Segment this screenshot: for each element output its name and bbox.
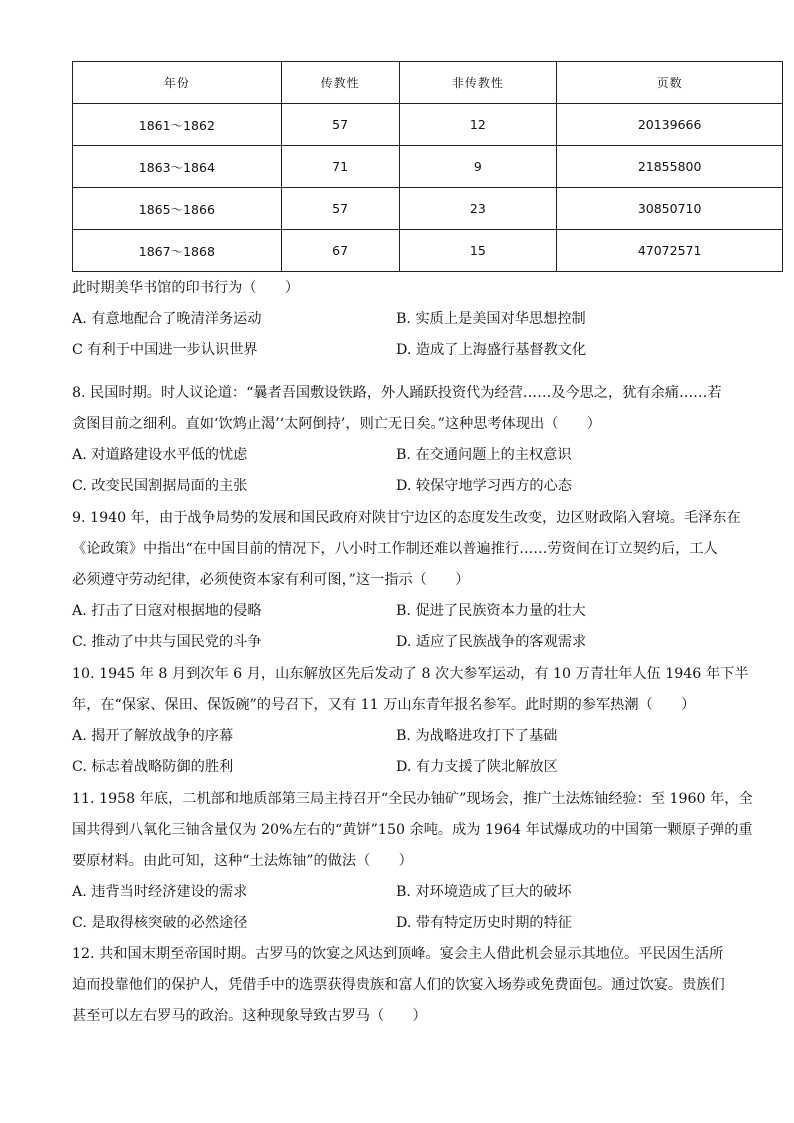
table-cell: 57 [281, 104, 399, 146]
option-b: B. 促进了民族资本力量的壮大 [396, 603, 586, 619]
question-stem: 12. 共和国末期至帝国时期。古罗马的饮宴之风达到顶峰。宴会主人借此机会显示其地位。平民因生活所 [72, 946, 724, 962]
table-row [73, 188, 783, 230]
option-a: A. 打击了日寇对根据地的侵略 [72, 603, 262, 619]
question-stem: 11. 1958 年底，二机部和地质部第三局主持召开“全民办铀矿”现场会，推广土法炼铀经验：至 1960 年，全 [72, 791, 753, 807]
table-cell: 67 [281, 230, 399, 272]
option-a: A. 对道路建设水平低的忧虑 [72, 447, 248, 463]
table-cell: 21855800 [557, 146, 783, 188]
options-row [72, 335, 722, 366]
option-a: A. 有意地配合了晚清洋务运动 [72, 311, 262, 327]
option-c: C. 标志着战略防御的胜利 [72, 759, 234, 775]
options-row [72, 721, 722, 752]
table-cell: 15 [399, 230, 557, 272]
header-pages: 页数 [557, 62, 783, 104]
table-cell: 47072571 [557, 230, 783, 272]
question-8 [72, 378, 722, 502]
option-c: C. 是取得核突破的必然途径 [72, 915, 248, 931]
option-b: B. 在交通问题上的主权意识 [396, 447, 572, 463]
header-non-missionary: 非传教性 [399, 62, 557, 104]
option-b: B. 实质上是美国对华思想控制 [396, 311, 586, 327]
option-c: C 有利于中国进一步认识世界 [72, 342, 258, 358]
table-cell: 1861～1862 [73, 104, 282, 146]
options-row [72, 304, 722, 335]
option-d: D. 适应了民族战争的客观需求 [396, 634, 587, 650]
options-row [72, 908, 722, 939]
table-cell: 23 [399, 188, 557, 230]
question-stem: 8. 民国时期。时人议论道：“曩者吾国敷设铁路，外人踊跃投资代为经营……及今思之，犹有余痛……若 [72, 385, 722, 401]
option-d: D. 较保守地学习西方的心态 [396, 478, 572, 494]
question-stem: 必须遵守劳动纪律，必须使资本家有利可图，”这一指示（ ） [72, 572, 470, 588]
table-cell: 20139666 [557, 104, 783, 146]
question-stem: 要原材料。由此可知，这种“土法炼铀”的做法（ ） [72, 853, 413, 869]
options-row [72, 471, 722, 502]
table-cell: 71 [281, 146, 399, 188]
question-stem: 《论政策》中指出“在中国目前的情况下，八小时工作制还难以普遍推行……劳资间在订立契约后，工人 [72, 541, 718, 557]
question-stem: 贪图目前之细利。直如‘饮鸩止渴’‘太阿倒持’，则亡无日矣。”这种思考体现出（ ） [72, 416, 601, 432]
option-a: A. 揭开了解放战争的序幕 [72, 728, 234, 744]
table-cell: 1863～1864 [73, 146, 282, 188]
options-row [72, 627, 722, 658]
question-10 [72, 659, 749, 783]
option-d: D. 带有特定历史时期的特征 [396, 915, 572, 931]
table-row [73, 230, 783, 272]
option-b: B. 对环境造成了巨大的破坏 [396, 884, 572, 900]
question-11 [72, 784, 753, 939]
table-cell: 57 [281, 188, 399, 230]
table-cell: 9 [399, 146, 557, 188]
header-missionary: 传教性 [281, 62, 399, 104]
table-row [73, 146, 783, 188]
question-stem: 此时期美华书馆的印书行为（ ） [72, 280, 300, 296]
options-row [72, 752, 722, 783]
question-stem: 9. 1940 年，由于战争局势的发展和国民政府对陕甘宁边区的态度发生改变，边区财政陷入窘境。毛泽东在 [72, 510, 741, 526]
statistics-table [72, 61, 783, 272]
table-cell: 30850710 [557, 188, 783, 230]
question-stem: 10. 1945 年 8 月到次年 6 月，山东解放区先后发动了 8 次大参军运动，有 10 万青壮年人伍 1946 年下半 [72, 666, 749, 682]
option-d: D. 造成了上海盛行基督教文化 [396, 342, 587, 358]
header-year: 年份 [73, 62, 282, 104]
question-stem: 国共得到八氧化三铀含量仅为 20%左右的“黄饼”150 余吨。成为 1964 年试爆成功的中国第一颗原子弹的重 [72, 822, 753, 838]
question-stem: 年，在“保家、保田、保饭碗”的号召下，又有 11 万山东青年报名参军。此时期的参军热潮（ ） [72, 697, 696, 713]
option-a: A. 违背当时经济建设的需求 [72, 884, 248, 900]
option-c: C. 改变民国割据局面的主张 [72, 478, 248, 494]
options-row [72, 440, 722, 471]
question-stem: 迫而投靠他们的保护人，凭借手中的选票获得贵族和富人们的饮宴入场券或免费面包。通过饮宴。贵族们 [72, 977, 725, 993]
options-row [72, 596, 722, 627]
table-cell: 1867～1868 [73, 230, 282, 272]
question-12 [72, 939, 725, 1032]
table-cell: 12 [399, 104, 557, 146]
options-row [72, 877, 722, 908]
question-9 [72, 503, 741, 658]
question-stem: 甚至可以左右罗马的政治。这种现象导致古罗马（ ） [72, 1008, 427, 1024]
table-cell: 1865～1866 [73, 188, 282, 230]
table-row [73, 104, 783, 146]
option-d: D. 有力支援了陕北解放区 [396, 759, 558, 775]
option-c: C. 推动了中共与国民党的斗争 [72, 634, 262, 650]
table-header-row [73, 62, 783, 104]
option-b: B. 为战略进攻打下了基础 [396, 728, 558, 744]
question-7 [72, 273, 722, 366]
